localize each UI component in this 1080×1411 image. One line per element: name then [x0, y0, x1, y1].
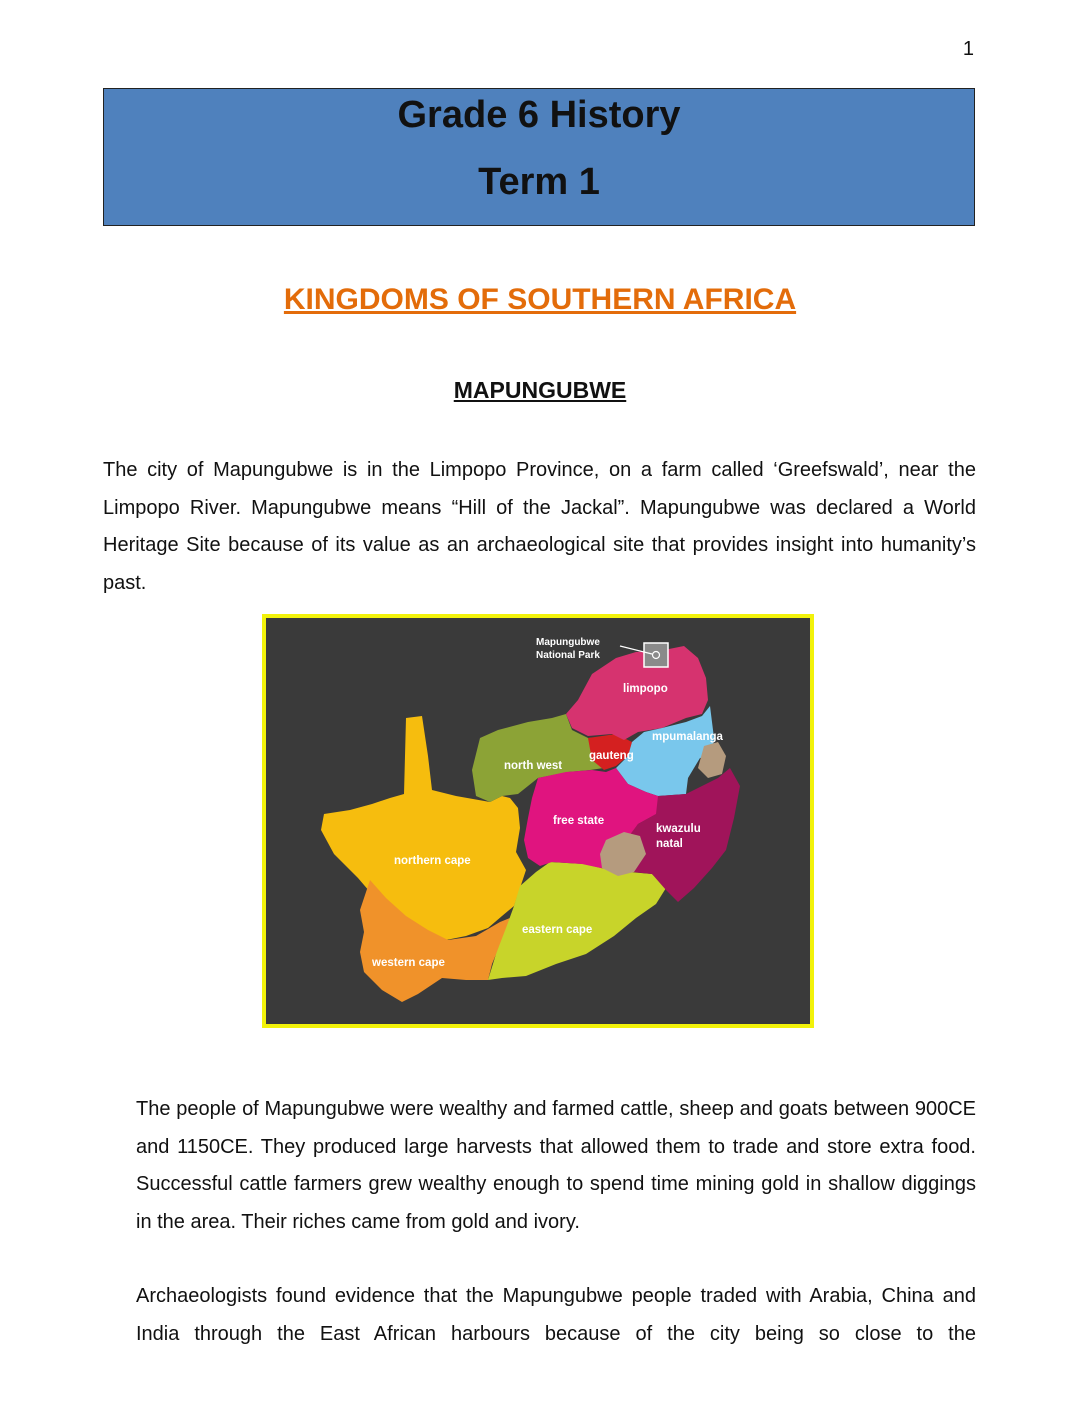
section-title: MAPUNGUBWE: [453, 377, 627, 403]
header-title: Grade 6 History: [397, 94, 681, 136]
free-state-label: free state: [553, 815, 605, 827]
map-svg: [266, 618, 810, 1024]
gauteng-label: gauteng: [589, 750, 634, 762]
trade-paragraph: Archaeologists found evidence that the Mapungubwe people traded with Arabia, China and India through the East African harbours because of the city being so close to the: [136, 1285, 976, 1345]
northern-cape-label: northern cape: [394, 855, 471, 867]
eastern-cape-label: eastern cape: [522, 924, 593, 936]
header-box: [103, 88, 975, 226]
natal-label: natal: [656, 838, 683, 850]
limpopo-label: limpopo: [623, 683, 668, 695]
park-label-line2: National Park: [536, 650, 600, 661]
intro-paragraph: The city of Mapungubwe is in the Limpopo Province, on a farm called ‘Greefswald’, near the Limpopo River. Mapungubwe means “Hill of the Jackal”. Mapungubwe was declared a World Heritage Site because of its value as an archaeological site that provides insight into humanity’s past.: [103, 459, 976, 595]
western-cape-label: western cape: [372, 957, 445, 969]
kwazulu-label: kwazulu: [656, 823, 701, 835]
south-africa-map: [262, 614, 814, 1028]
main-title: KINGDOMS OF SOUTHERN AFRICA: [283, 283, 797, 316]
header-term: Term 1: [478, 161, 600, 203]
page-number: 1: [962, 38, 974, 60]
park-label-line1: Mapungubwe: [536, 637, 600, 648]
mpumalanga-label: mpumalanga: [652, 731, 723, 743]
north-west-label: north west: [504, 760, 563, 772]
farming-paragraph: The people of Mapungubwe were wealthy and farmed cattle, sheep and goats between 900CE and 1150CE. They produced large harvests that allowed them to trade and store extra food. Successful cattle farmers grew wealthy enough to spend time mining gold in shallow diggings in the area. Their riches came from gold and ivory.: [136, 1098, 976, 1234]
park-marker: [644, 643, 668, 667]
